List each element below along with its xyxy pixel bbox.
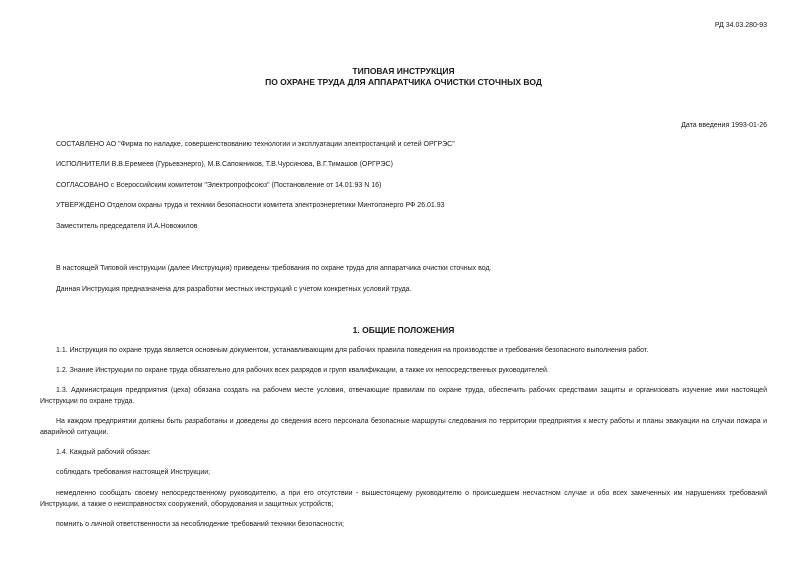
- paragraph-1-1: 1.1. Инструкция по охране труда является основным документом, устанавливающим для рабочих правила поведения на производстве и требования безопасного выполнения работ.: [56, 347, 649, 354]
- paragraph-1-3: 1.3. Администрация предприятия (цеха) обязана создать на рабочем месте условия, отвечающие правилам по охране труда, обеспечить рабочих средствами защиты и организовать изучение ими настоящей Инструкции по охране труда.: [40, 387, 767, 405]
- credit-authors: ИСПОЛНИТЕЛИ В.В.Еремеев (Гурьевэнерго), М.В.Сапожников, Т.В.Чурсинова, В.Г.Тимашов (ОРГРЭС): [56, 161, 393, 168]
- duty-personal-responsibility: помнить о личной ответственности за несоблюдение требований техники безопасности;: [56, 521, 344, 528]
- title-line-2: ПО ОХРАНЕ ТРУДА ДЛЯ АППАРАТЧИКА ОЧИСТКИ СТОЧНЫХ ВОД: [265, 77, 542, 87]
- duty-follow-instruction: соблюдать требования настоящей Инструкции;: [56, 469, 211, 476]
- paragraph-evacuation: На каждом предприятии должны быть разработаны и доведены до сведения всего персонала безопасные маршруты следования по территории предприятия к месту работы и планы эвакуации на случаи пожара и аварийной ситуации.: [40, 418, 767, 436]
- credit-agreed: СОГЛАСОВАНО с Всероссийским комитетом "Электропрофсоюз" (Постановление от 14.01.93 N 16): [56, 182, 382, 189]
- paragraph-1-4: 1.4. Каждый рабочий обязан:: [56, 449, 151, 456]
- section-1-heading: 1. ОБЩИЕ ПОЛОЖЕНИЯ: [352, 325, 455, 335]
- intro-paragraph-1: В настоящей Типовой инструкции (далее Инструкция) приведены требования по охране труда для аппаратчика очистки сточных вод.: [56, 265, 492, 272]
- credit-approved: УТВЕРЖДЕНО Отделом охраны труда и техники безопасности комитета электроэнергетики Минтопэнерго РФ 26.01.93: [56, 202, 445, 209]
- duty-report-incidents: немедленно сообщать своему непосредственному руководителю, а при его отсутствии - вышестоящему руководителю о происшедшем несчастном случае и обо всех замеченных им нарушениях требований Инструкции, а также о неисправностях сооружений, оборудования и защитных устройств;: [40, 490, 767, 508]
- credit-compiled: СОСТАВЛЕНО АО "Фирма по наладке, совершенствованию технологии и эксплуатации электростанций и сетей ОРГРЭС": [56, 141, 455, 148]
- document-code: РД 34.03.280-93: [714, 22, 767, 29]
- document-title: [0, 66, 807, 88]
- effective-date: Дата введения 1993-01-26: [681, 122, 767, 129]
- paragraph-1-2: 1.2. Знание Инструкции по охране труда обязательно для рабочих всех разрядов и групп квалификации, а также их непосредственных руководителей.: [56, 367, 549, 374]
- title-line-1: ТИПОВАЯ ИНСТРУКЦИЯ: [352, 66, 455, 76]
- credit-deputy: Заместитель председателя И.А.Новожилов: [56, 223, 198, 230]
- intro-paragraph-2: Данная Инструкция предназначена для разработки местных инструкций с учетом конкретных условий труда.: [56, 286, 412, 293]
